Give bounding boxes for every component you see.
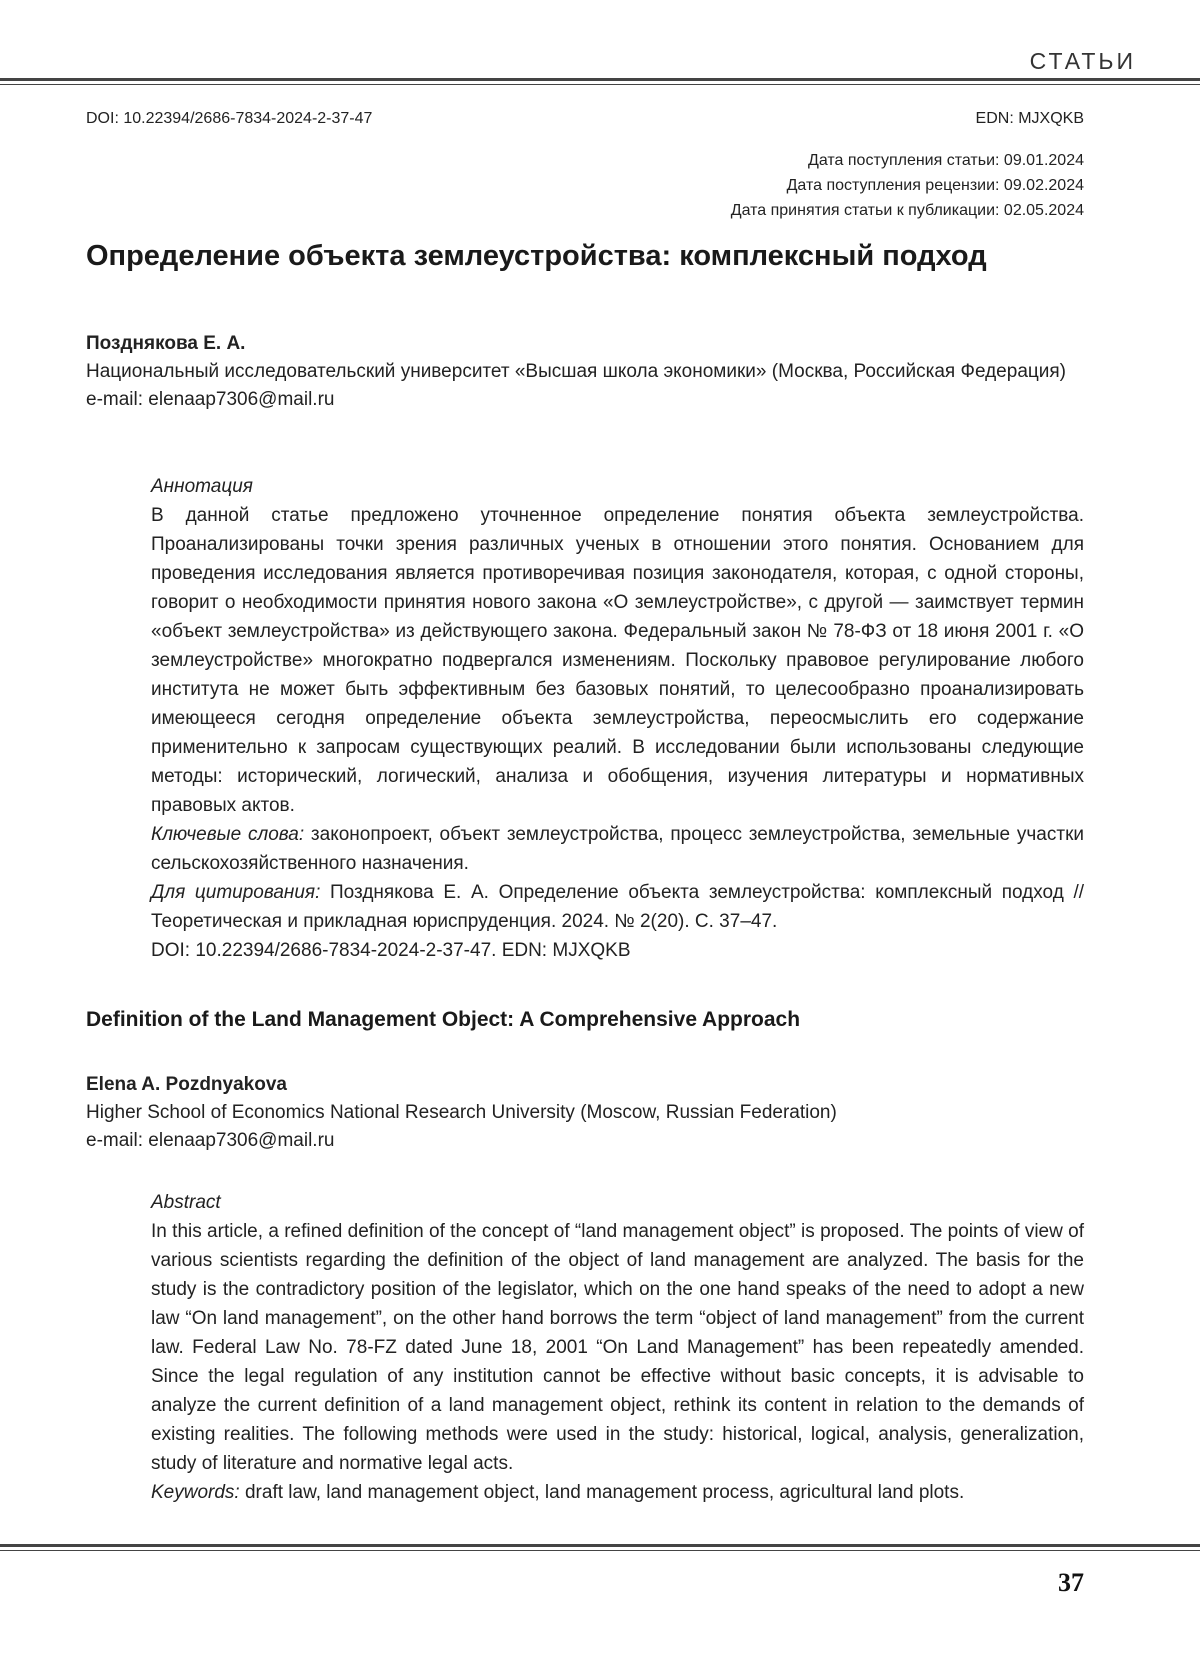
header-rule-thin [0, 84, 1200, 85]
keywords-label-en: Keywords: [151, 1482, 240, 1503]
keywords-ru [151, 820, 1084, 878]
article-title-en: Definition of the Land Management Object: A Comprehensive Approach [86, 1008, 801, 1031]
abstract-heading-ru: Аннотация [151, 476, 253, 497]
affiliation-en: Higher School of Economics National Research University (Moscow, Russian Federation) [86, 1102, 837, 1123]
header-rule [0, 78, 1200, 81]
article-dates [731, 148, 1084, 223]
page-number: 37 [1058, 1568, 1084, 1597]
edn-line: EDN: MJXQKB [975, 110, 1084, 127]
keywords-label-ru: Ключевые слова: [151, 824, 305, 845]
doi-line: DOI: 10.22394/2686-7834-2024-2-37-47 [86, 110, 373, 127]
keywords-text-en: draft law, land management object, land management process, agricultural land plots. [239, 1482, 965, 1503]
date-reviewed: Дата поступления рецензии: 09.02.2024 [786, 177, 1084, 194]
author-name-ru: Позднякова Е. А. [86, 333, 246, 354]
citation-label-ru: Для цитирования: [151, 882, 321, 903]
abstract-block-en [151, 1188, 1084, 1507]
article-title-ru: Определение объекта землеустройства: комплексный подход [86, 240, 987, 272]
citation-ids-ru: DOI: 10.22394/2686-7834-2024-2-37-47. EDN: MJXQKB [151, 940, 631, 961]
author-block-en [86, 1071, 1086, 1155]
email-ru: e-mail: elenaap7306@mail.ru [86, 389, 335, 410]
date-accepted: Дата принятия статьи к публикации: 02.05.2024 [730, 202, 1084, 219]
author-name-en: Elena A. Pozdnyakova [86, 1074, 287, 1095]
keywords-text-ru: законопроект, объект землеустройства, процесс землеустройства, земельные участки сельскохозяйственного назначения. [151, 824, 1084, 874]
abstract-block-ru [151, 472, 1084, 965]
email-en: e-mail: elenaap7306@mail.ru [86, 1130, 335, 1151]
abstract-text-ru: В данной статье предложено уточненное определение понятия объекта землеустройства. Проанализированы точки зрения различных ученых в отношении этого понятия. Основанием для проведения исследования является противоречивая позиция законодателя, которая, с одной стороны, говорит о необходимости принятия нового закона «О землеустройстве», с другой — заимствует термин «объект землеустройства» из действующего закона. Федеральный закон № 78-ФЗ от 18 июня 2001 г. «О землеустройстве» многократно подвергался изменениям. Поскольку правовое регулирование любого института не может быть эффективным без базовых понятий, то целесообразно проанализировать имеющееся сегодня определение объекта землеустройства, переосмыслить его содержание применительно к запросам существующих реалий. В исследовании были использованы следующие методы: исторический, логический, анализа и обобщения, изучения литературы и нормативных правовых актов. [151, 505, 1084, 816]
date-received: Дата поступления статьи: 09.01.2024 [808, 152, 1084, 169]
keywords-en [151, 1478, 1084, 1507]
abstract-text-en: In this article, a refined definition of the concept of “land management object” is proposed. The points of view of various scientists regarding the definition of the object of land management are analyzed. The basis for the study is the contradictory position of the legislator, which on the one hand speaks of the need to adopt a new law “On land management”, on the other hand borrows the term “object of land management” from the current law. Federal Law No. 78-FZ dated June 18, 2001 “On Land Management” has been repeatedly amended. Since the legal regulation of any institution cannot be effective without basic concepts, it is advisable to analyze the current definition of a land management object, rethink its content in relation to the demands of existing realities. The following methods were used in the study: historical, logical, analysis, generalization, study of literature and normative legal acts. [151, 1221, 1084, 1474]
citation-ru [151, 878, 1084, 936]
abstract-heading-en: Abstract [151, 1192, 221, 1213]
footer-rule-thin [0, 1550, 1200, 1551]
citation-text-ru: Позднякова Е. А. Определение объекта землеустройства: комплексный подход // Теоретическая и прикладная юриспруденция. 2024. № 2(20). С. 37–47. [151, 882, 1084, 932]
footer-rule [0, 1544, 1200, 1547]
author-block-ru [86, 330, 1086, 414]
affiliation-ru: Национальный исследовательский университет «Высшая школа экономики» (Москва, Российская Федерация) [86, 361, 1066, 382]
section-label: СТАТЬИ [1029, 48, 1136, 74]
